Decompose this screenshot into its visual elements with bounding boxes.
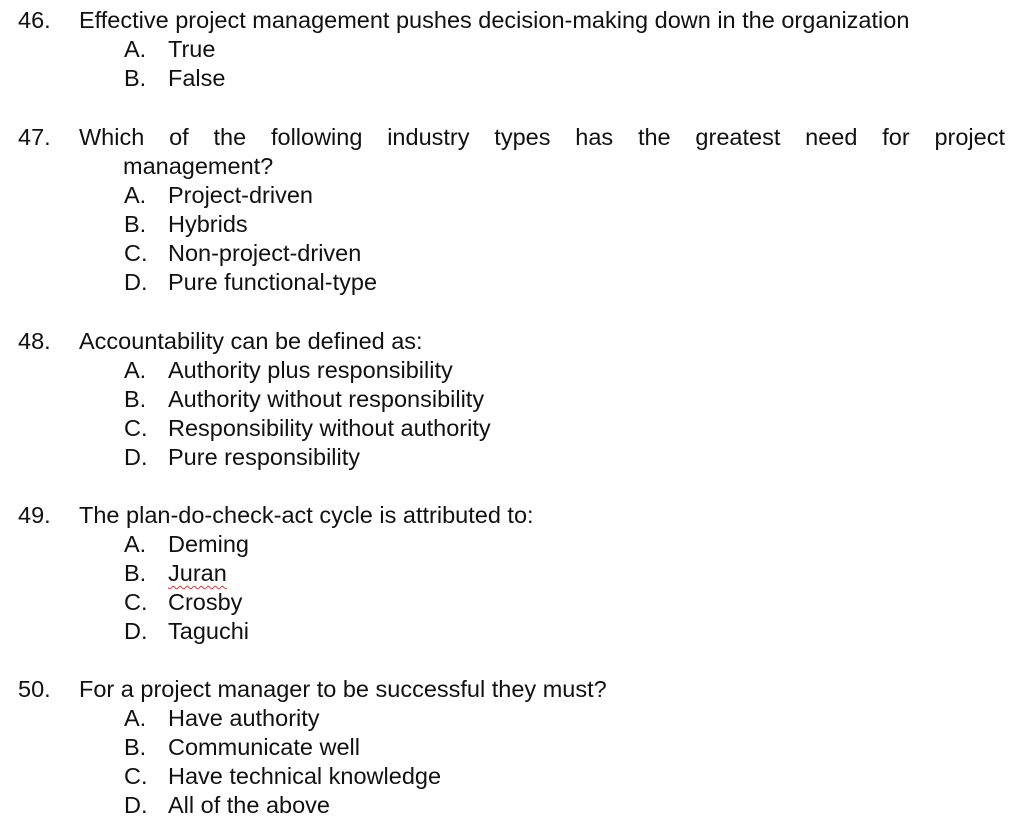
- option-text: Taguchi: [168, 618, 249, 644]
- option-text: Authority plus responsibility: [168, 357, 453, 383]
- question-text-line: Effective project management pushes decision-making down in the organization: [79, 7, 910, 33]
- question-number: 49.: [18, 502, 51, 528]
- option-text: Deming: [168, 531, 249, 557]
- question-number: 46.: [18, 7, 51, 33]
- option-text: Non-project-driven: [168, 240, 362, 266]
- answer-option-b[interactable]: [124, 385, 484, 414]
- option-letter: A.: [124, 36, 147, 62]
- option-letter: A.: [124, 531, 147, 557]
- option-text: Project-driven: [168, 182, 313, 208]
- answer-option-a[interactable]: [124, 35, 215, 64]
- question-number: 48.: [18, 328, 51, 354]
- option-text: Pure functional-type: [168, 269, 378, 295]
- question-text: [79, 327, 1005, 356]
- option-letter: D.: [124, 618, 148, 644]
- option-letter: D.: [124, 269, 148, 295]
- option-letter: B.: [124, 560, 147, 586]
- option-letter: A.: [124, 705, 147, 731]
- question-text-line: Which of the following industry types has the greatest need for project: [79, 124, 1005, 150]
- answer-option-a[interactable]: [124, 181, 313, 210]
- option-text: Hybrids: [168, 211, 248, 237]
- answer-option-d[interactable]: [124, 617, 249, 646]
- answer-option-c[interactable]: [124, 762, 441, 791]
- answer-option-d[interactable]: [124, 268, 377, 297]
- question-text: [79, 675, 1005, 704]
- answer-option-c[interactable]: [124, 414, 491, 443]
- answer-option-b[interactable]: [124, 733, 360, 762]
- option-letter: B.: [124, 65, 147, 91]
- answer-option-c[interactable]: [124, 588, 242, 617]
- option-letter: C.: [124, 763, 148, 789]
- option-text: Authority without responsibility: [168, 386, 485, 412]
- option-text: False: [168, 65, 226, 91]
- answer-option-b[interactable]: [124, 559, 227, 588]
- option-letter: C.: [124, 589, 148, 615]
- option-text: Responsibility without authority: [168, 415, 491, 441]
- question-text-line: Accountability can be defined as:: [79, 328, 423, 354]
- option-text: Have authority: [168, 705, 320, 731]
- option-letter: B.: [124, 734, 147, 760]
- option-letter: C.: [124, 415, 148, 441]
- option-text: Pure responsibility: [168, 444, 361, 470]
- question-text-line: The plan-do-check-act cycle is attributed to:: [79, 502, 534, 528]
- option-text: True: [168, 36, 216, 62]
- option-letter: A.: [124, 182, 147, 208]
- option-text: Have technical knowledge: [168, 763, 442, 789]
- answer-option-c[interactable]: [124, 239, 361, 268]
- question-text: [79, 123, 1005, 181]
- option-text: Juran: [168, 560, 227, 586]
- answer-option-d[interactable]: [124, 791, 330, 820]
- question-text: [79, 501, 1005, 530]
- option-text: Communicate well: [168, 734, 360, 760]
- answer-option-a[interactable]: [124, 356, 453, 385]
- option-letter: C.: [124, 240, 148, 266]
- answer-option-b[interactable]: [124, 210, 248, 239]
- answer-option-a[interactable]: [124, 530, 249, 559]
- option-letter: A.: [124, 357, 147, 383]
- option-text: Crosby: [168, 589, 243, 615]
- question-number: 50.: [18, 676, 51, 702]
- answer-option-b[interactable]: [124, 64, 225, 93]
- question-number: 47.: [18, 124, 51, 150]
- option-letter: D.: [124, 444, 148, 470]
- answer-option-a[interactable]: [124, 704, 320, 733]
- answer-option-d[interactable]: [124, 443, 360, 472]
- question-text-line: For a project manager to be successful they must?: [79, 676, 607, 702]
- question-text-line: management?: [123, 153, 274, 179]
- option-letter: B.: [124, 386, 147, 412]
- option-letter: B.: [124, 211, 147, 237]
- option-letter: D.: [124, 792, 148, 818]
- option-text: All of the above: [168, 792, 330, 818]
- question-text: [79, 6, 1005, 35]
